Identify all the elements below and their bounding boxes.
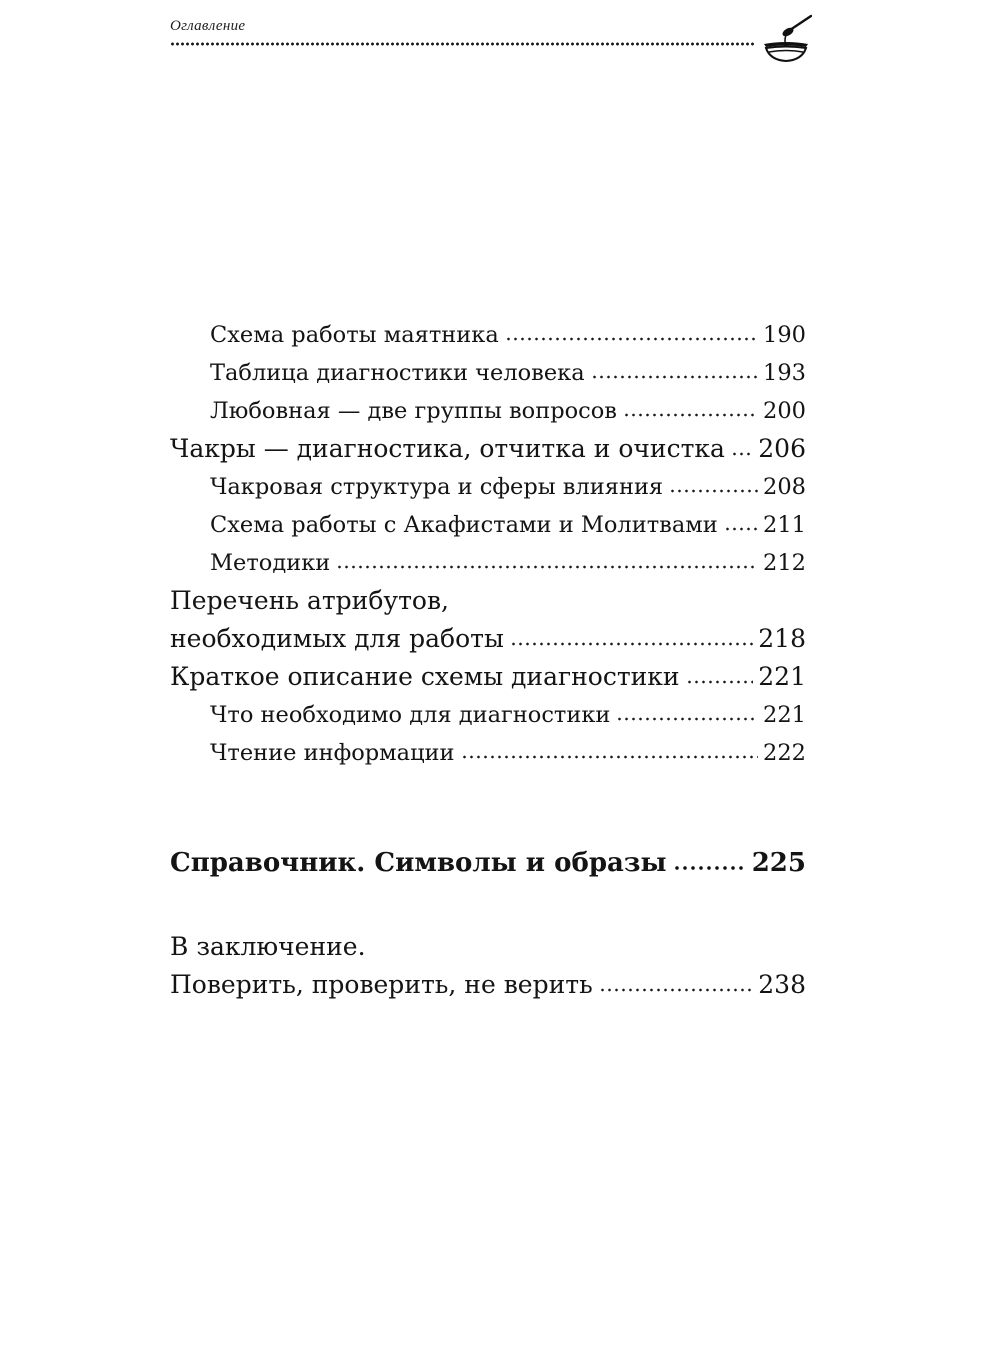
dot-leader [461,755,759,759]
toc-entry-title: Чтение информации [210,740,455,766]
toc-entry-page: 193 [763,360,806,386]
section-gap [170,882,806,928]
toc-entry-title: Любовная — две группы вопросов [210,398,617,424]
toc-entry-title: Справочник. Символы и образы [170,848,667,878]
dot-leader [616,717,758,721]
toc-entry-summary[interactable] [170,658,806,696]
toc-entry-conclusion[interactable] [170,966,806,1004]
toc-entry-title: Что необходимо для диагностики [210,702,611,728]
toc-entry-page: 218 [758,624,806,653]
toc-entry-page: 206 [758,434,806,463]
toc-entry[interactable] [170,506,806,544]
toc-entry-page: 225 [751,848,806,878]
toc-entry-page: 190 [763,322,806,348]
toc-entry-title: Краткое описание схемы диагностики [170,662,680,691]
toc-entry-title: Поверить, проверить, не верить [170,970,593,999]
bowl-with-spoon-icon [756,14,812,64]
dot-leader [591,375,758,379]
toc-entry-title: Методики [210,550,331,576]
toc-entry[interactable] [170,316,806,354]
toc-entry-page: 238 [758,970,806,999]
toc-entry-reference[interactable] [170,844,806,882]
dot-leader [623,413,758,417]
toc-entry-attributes[interactable] [170,620,806,658]
toc-entry[interactable] [170,354,806,392]
running-title: Оглавление [170,18,246,34]
toc-entry-page: 222 [763,740,806,766]
toc-entry[interactable] [170,392,806,430]
toc-entry-page: 208 [763,474,806,500]
toc-entry-page: 212 [763,550,806,576]
dot-leader [669,489,758,493]
toc-entry-page: 211 [763,512,806,538]
toc-entry-page: 200 [763,398,806,424]
toc-entry[interactable] [170,544,806,582]
dot-leader [336,565,758,569]
toc-entry-page: 221 [758,662,806,691]
toc-entry[interactable] [170,696,806,734]
dot-leader [510,642,753,646]
dot-leader [505,337,758,341]
header-dotted-rule [170,42,754,46]
section-gap [170,772,806,844]
toc-entry-title: Чакровая структура и сферы влияния [210,474,664,500]
toc-entry[interactable] [170,734,806,772]
toc-entry-title: Схема работы с Акафистами и Молитвами [210,512,718,538]
toc-entry-conclusion-line1: В заключение. [170,932,366,961]
toc-entry-title: необходимых для работы [170,624,504,653]
toc-entry[interactable] [170,468,806,506]
dot-leader [731,452,753,456]
dot-leader [724,527,758,531]
dot-leader [673,866,747,870]
dot-leader [599,988,754,992]
toc-entry-chakras[interactable] [170,430,806,468]
toc-entry-title: Схема работы маятника [210,322,499,348]
toc-entry-attributes-line1: Перечень атрибутов, [170,586,450,615]
dot-leader [686,680,754,684]
table-of-contents [170,316,806,1004]
toc-entry-title: Чакры — диагностика, отчитка и очистка [170,434,725,463]
toc-entry-title: Таблица диагностики человека [210,360,585,386]
toc-entry-page: 221 [763,702,806,728]
